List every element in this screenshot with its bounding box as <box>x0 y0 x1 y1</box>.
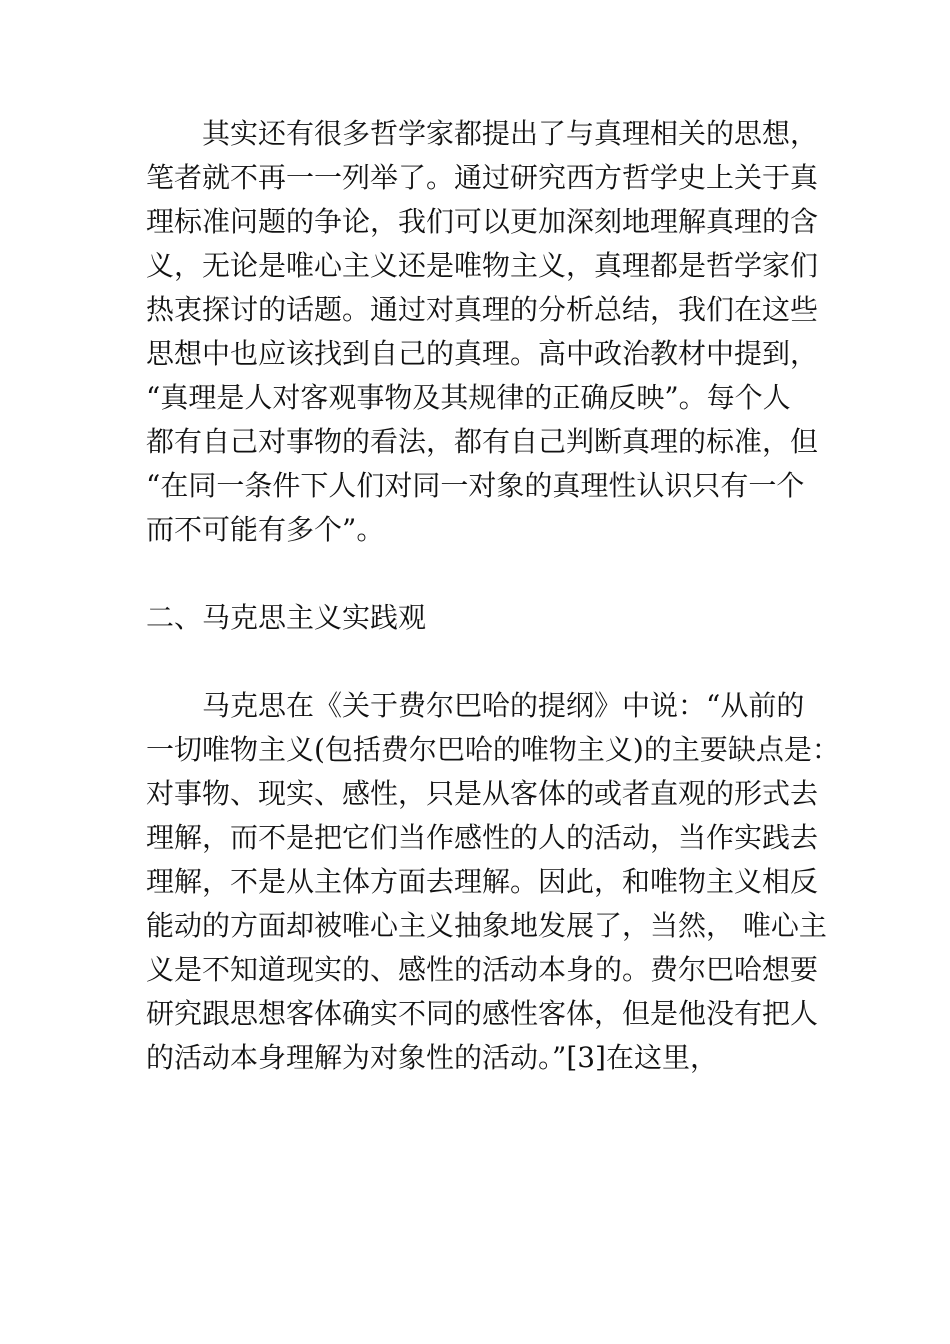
paragraph-1-line-2: 笔者就不再一一列举了。通过研究西方哲学史上关于真 <box>146 161 819 194</box>
paragraph-1-line-10: 而不可能有多个”。 <box>146 513 385 546</box>
section-heading: 二、马克思主义实践观 <box>146 601 427 634</box>
paragraph-2-line-7: 义是不知道现实的、感性的活动本身的。费尔巴哈想要 <box>146 953 819 986</box>
paragraph-1-line-7: “真理是人对客观事物及其规律的正确反映”。每个人 <box>146 381 791 414</box>
paragraph-2-line-4: 理解，而不是把它们当作感性的人的活动，当作实践去 <box>146 821 819 854</box>
paragraph-2-line-8: 研究跟思想客体确实不同的感性客体，但是他没有把人 <box>146 997 819 1030</box>
paragraph-1-line-1: 其实还有很多哲学家都提出了与真理相关的思想， <box>202 117 819 150</box>
paragraph-2-line-6: 能动的方面却被唯心主义抽象地发展了，当然， 唯心主 <box>146 909 827 942</box>
paragraph-2-line-5: 理解，不是从主体方面去理解。因此，和唯物主义相反 <box>146 865 819 898</box>
paragraph-1-line-9: “在同一条件下人们对同一对象的真理性认识只有一个 <box>146 469 805 502</box>
paragraph-1-line-5: 热衷探讨的话题。通过对真理的分析总结，我们在这些 <box>146 293 819 326</box>
paragraph-1-line-6: 思想中也应该找到自己的真理。高中政治教材中提到， <box>146 337 819 370</box>
paragraph-1-line-8: 都有自己对事物的看法，都有自己判断真理的标准，但 <box>146 425 819 458</box>
paragraph-2-line-2: 一切唯物主义(包括费尔巴哈的唯物主义)的主要缺点是： <box>146 733 840 766</box>
paragraph-1-line-4: 义，无论是唯心主义还是唯物主义，真理都是哲学家们 <box>146 249 819 282</box>
paragraph-2-line-1: 马克思在《关于费尔巴哈的提纲》中说：“从前的 <box>202 689 805 722</box>
paragraph-2-line-3: 对事物、现实、感性，只是从客体的或者直观的形式去 <box>146 777 819 810</box>
paragraph-2-line-9: 的活动本身理解为对象性的活动。”[3]在这里， <box>146 1041 718 1074</box>
paragraph-1-line-3: 理标准问题的争论，我们可以更加深刻地理解真理的含 <box>146 205 819 238</box>
